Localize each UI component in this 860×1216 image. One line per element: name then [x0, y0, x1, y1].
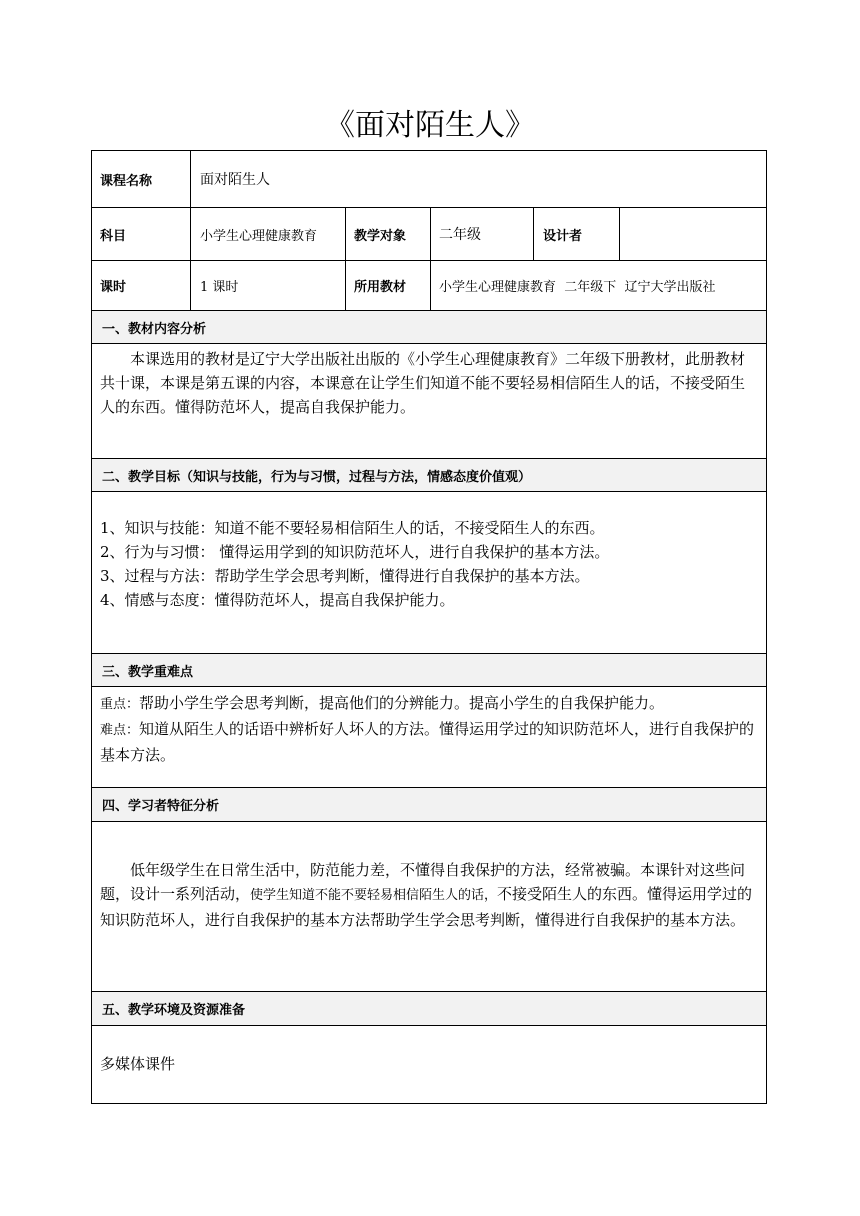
section-2-header: 二、教学目标（知识与技能，行为与习惯，过程与方法，情感态度价值观） — [92, 459, 766, 492]
section-4-body — [92, 822, 766, 992]
section-1-body — [92, 344, 766, 459]
designer-label: 设计者 — [534, 208, 620, 260]
key-point-text: 帮助小学生学会思考判断，提高他们的分辨能力。提高小学生的自我保护能力。 — [139, 694, 665, 712]
section-1-header: 一、教材内容分析 — [92, 311, 766, 344]
course-name-value: 面对陌生人 — [200, 172, 270, 188]
key-point — [100, 691, 758, 717]
subject-value: 小学生心理健康教育 — [191, 208, 346, 260]
objective-attitude: 4、情感与态度：懂得防范坏人，提高自我保护能力。 — [100, 591, 455, 609]
textbook-label: 所用教材 — [346, 261, 431, 310]
difficult-point-text: 知道从陌生人的话语中辨析好人坏人的方法。懂得运用学过的知识防范坏人，进行自我保护的基本方法。 — [100, 720, 755, 764]
section-5-body — [92, 1026, 766, 1103]
section-5-text: 多媒体课件 — [100, 1055, 176, 1073]
period-label: 课时 — [92, 261, 191, 310]
course-name-row — [92, 151, 766, 208]
designer-value — [620, 208, 766, 260]
section-3-header: 三、教学重难点 — [92, 654, 766, 687]
objective-process: 3、过程与方法：帮助学生学会思考判断，懂得进行自我保护的基本方法。 — [100, 567, 590, 585]
section-1-text: 本课选用的教材是辽宁大学出版社出版的《小学生心理健康教育》二年级下册教材，此册教材共十课，本课是第五课的内容，本课意在让学生们知道不能不要轻易相信陌生人的话，不接受陌生人的东西。懂得防范坏人，提高自我保护能力。 — [100, 350, 746, 416]
document-title: 《面对陌生人》 — [325, 108, 535, 143]
learner-text-a: 低年级学生在日常生活中，防范能力差，不懂得自我保护的方法，经常被骗。本课针对这些问题，设计一系列活动， — [100, 861, 746, 903]
learner-text-b: 使学生知道不能不要轻易相信陌生人的话， — [250, 888, 498, 903]
section-4-text — [100, 858, 758, 932]
period-value: 1 课时 — [191, 261, 346, 310]
section-3-body — [92, 687, 766, 788]
objective-knowledge: 1、知识与技能：知道不能不要轻易相信陌生人的话，不接受陌生人的东西。 — [100, 519, 605, 537]
period-row — [92, 261, 766, 311]
difficult-point — [100, 717, 758, 767]
lesson-plan-table — [91, 150, 767, 1104]
section-4-header: 四、学习者特征分析 — [92, 788, 766, 822]
subject-label: 科目 — [92, 208, 191, 260]
target-label: 教学对象 — [346, 208, 431, 260]
target-value: 二年级 — [431, 208, 534, 260]
learner-text-c: 不接受陌生人的东西。懂得运用学过的知识防范坏人，进行自我保护的基本方法帮助学生学会思考判断，懂得进行自我保护的基本方法。 — [100, 885, 753, 929]
textbook-value: 小学生心理健康教育 二年级下 辽宁大学出版社 — [439, 280, 716, 295]
subject-row — [92, 208, 766, 261]
key-point-label: 重点： — [100, 697, 140, 712]
course-name-label: 课程名称 — [92, 151, 191, 207]
section-5-header: 五、教学环境及资源准备 — [92, 992, 766, 1026]
section-2-body — [92, 492, 766, 654]
objective-behavior: 2、行为与习惯： 懂得运用学到的知识防范坏人，进行自我保护的基本方法。 — [100, 543, 610, 561]
difficult-point-label: 难点： — [100, 723, 140, 738]
